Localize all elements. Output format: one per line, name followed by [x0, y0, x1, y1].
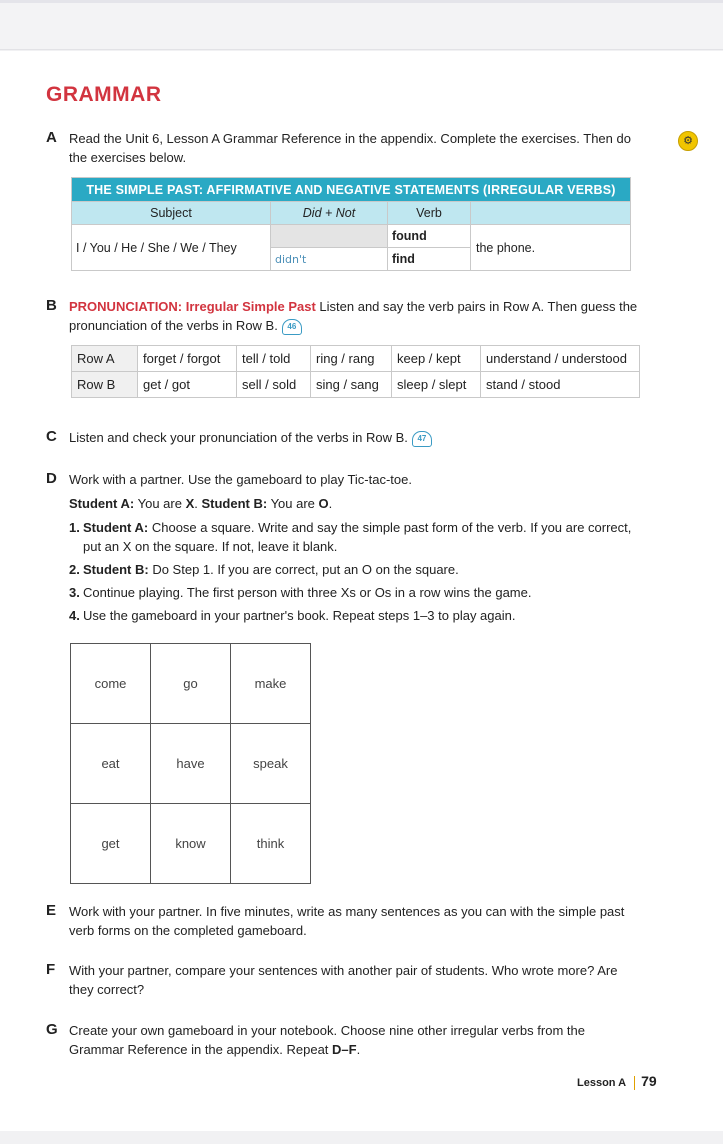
- row-b-cell: sing / sang: [311, 372, 392, 398]
- board-square[interactable]: go: [151, 644, 231, 724]
- row-b-cell: sell / sold: [237, 372, 311, 398]
- section-a-line2: the exercises below.: [69, 150, 187, 165]
- pronunciation-label: PRONUNCIATION: Irregular Simple Past: [69, 299, 316, 314]
- tic-tac-toe-gameboard: [70, 643, 311, 884]
- role-end: .: [328, 496, 333, 511]
- board-square[interactable]: eat: [71, 724, 151, 804]
- role-x: X: [185, 496, 195, 511]
- section-f-text: [69, 961, 679, 999]
- page-footer: [577, 1073, 657, 1090]
- board-square[interactable]: know: [151, 804, 231, 884]
- section-g-line1: Create your own gameboard in your notebook. Choose nine other irregular verbs from the: [69, 1023, 585, 1038]
- section-a-line1: Read the Unit 6, Lesson A Grammar Reference in the appendix. Complete the exercises. Then do: [69, 131, 631, 146]
- section-b-line1: [69, 297, 679, 316]
- step-number: 3.: [69, 585, 80, 600]
- step-text: Continue playing. The first person with three Xs or Os in a row wins the game.: [83, 585, 532, 600]
- section-d-letter: D: [46, 470, 57, 487]
- browser-top-bar: [0, 0, 723, 50]
- row-a-cell: forget / forgot: [138, 346, 237, 372]
- row-b-cell: stand / stood: [481, 372, 640, 398]
- row-b: [72, 372, 640, 398]
- step-3: [69, 583, 679, 602]
- steps-list: [69, 518, 679, 625]
- audio-track-icon-47[interactable]: 47: [412, 431, 432, 447]
- role-b-label: Student B:: [201, 496, 268, 511]
- col-verb: Verb: [388, 202, 471, 225]
- step-text: Use the gameboard in your partner's book. Repeat steps 1–3 to play again.: [83, 608, 516, 623]
- page-number: 79: [641, 1073, 657, 1089]
- footer-divider: [634, 1076, 635, 1090]
- page-title: GRAMMAR: [46, 83, 162, 106]
- row-a-cell: understand / understood: [481, 346, 640, 372]
- section-c-line: Listen and check your pronunciation of the verbs in Row B.: [69, 430, 408, 445]
- step-text: Do Step 1. If you are correct, put an O on the square.: [148, 562, 459, 577]
- section-e-letter: E: [46, 902, 57, 919]
- section-b-line2: [69, 316, 679, 335]
- row-a-label: Row A: [72, 346, 138, 372]
- section-g-line2-text: Grammar Reference in the appendix. Repeat: [69, 1042, 333, 1057]
- step-1-cont: [69, 537, 679, 556]
- section-b-line2-text: pronunciation of the verbs in Row B.: [69, 318, 278, 333]
- section-e-text: [69, 902, 679, 940]
- section-f-letter: F: [46, 961, 56, 978]
- section-b-letter: B: [46, 297, 57, 314]
- role-a-text: You are: [134, 496, 186, 511]
- col-did-not: Did + Not: [271, 202, 388, 225]
- section-g-line2-end: .: [356, 1042, 361, 1057]
- section-a-text: [69, 129, 669, 167]
- section-b-line1-rest: Listen and say the verb pairs in Row A. Then guess the: [315, 299, 638, 314]
- row-b-cell: get / got: [138, 372, 237, 398]
- row-a: [72, 346, 640, 372]
- row-a-cell: ring / rang: [311, 346, 392, 372]
- step-2: [69, 560, 679, 579]
- object-cell: the phone.: [471, 225, 631, 271]
- board-square[interactable]: make: [231, 644, 311, 724]
- role-o: O: [318, 496, 329, 511]
- board-square[interactable]: come: [71, 644, 151, 724]
- grammar-reference-icon[interactable]: ⚙: [678, 131, 698, 151]
- step-number: 4.: [69, 608, 80, 623]
- step-1: [69, 518, 679, 537]
- row-a-cell: keep / kept: [392, 346, 481, 372]
- step-text: put an X on the square. If not, leave it blank.: [83, 539, 338, 554]
- verb-found: found: [388, 225, 471, 248]
- section-a-letter: A: [46, 129, 57, 146]
- section-g-line2: [69, 1040, 679, 1059]
- board-square[interactable]: get: [71, 804, 151, 884]
- board-square[interactable]: think: [231, 804, 311, 884]
- didnt-cell: [271, 248, 388, 271]
- step-text: Choose a square. Write and say the simple past form of the verb. If you are correct,: [148, 520, 632, 535]
- section-g-letter: G: [46, 1021, 58, 1038]
- col-subject: Subject: [72, 202, 271, 225]
- row-a-cell: tell / told: [237, 346, 311, 372]
- section-g-line2-bold: D–F: [332, 1042, 357, 1057]
- row-b-cell: sleep / slept: [392, 372, 481, 398]
- role-separator: .: [194, 496, 202, 511]
- audio-track-icon-46[interactable]: 46: [282, 319, 302, 335]
- section-e-line1: Work with your partner. In five minutes, write as many sentences as you can with the simple past: [69, 904, 625, 919]
- col-object-header: [471, 202, 631, 225]
- section-d-intro: Work with a partner. Use the gameboard to play Tic-tac-toe.: [69, 472, 412, 487]
- blank-gray-cell: [271, 225, 388, 248]
- board-square[interactable]: speak: [231, 724, 311, 804]
- section-d-roles: [69, 494, 679, 513]
- footer-lesson: Lesson A: [577, 1077, 627, 1089]
- didnt-handwritten: didn't: [275, 253, 307, 266]
- subject-cell: I / You / He / She / We / They: [72, 225, 271, 271]
- role-b-text: You are: [267, 496, 319, 511]
- section-d-text: [69, 470, 679, 625]
- step-number: 2.: [69, 562, 80, 577]
- section-g-text: [69, 1021, 679, 1059]
- step-4: [69, 606, 679, 625]
- board-square[interactable]: have: [151, 724, 231, 804]
- step-bold: Student A:: [83, 520, 149, 535]
- pronunciation-table: [71, 345, 640, 398]
- grammar-table-title: THE SIMPLE PAST: AFFIRMATIVE AND NEGATIVE STATEMENTS (IRREGULAR VERBS): [72, 178, 631, 202]
- role-a-label: Student A:: [69, 496, 135, 511]
- row-b-label: Row B: [72, 372, 138, 398]
- step-number: 1.: [69, 520, 80, 535]
- step-bold: Student B:: [83, 562, 149, 577]
- section-f-line2: they correct?: [69, 982, 145, 997]
- section-c-letter: C: [46, 428, 57, 445]
- grammar-table: [71, 177, 631, 271]
- section-e-line2: verb forms on the completed gameboard.: [69, 923, 307, 938]
- section-c-text: [69, 428, 432, 447]
- section-b-text: [69, 297, 679, 335]
- verb-find: find: [388, 248, 471, 271]
- textbook-page: [0, 51, 723, 1131]
- section-f-line1: With your partner, compare your sentences with another pair of students. Who wrote more? Are: [69, 963, 618, 978]
